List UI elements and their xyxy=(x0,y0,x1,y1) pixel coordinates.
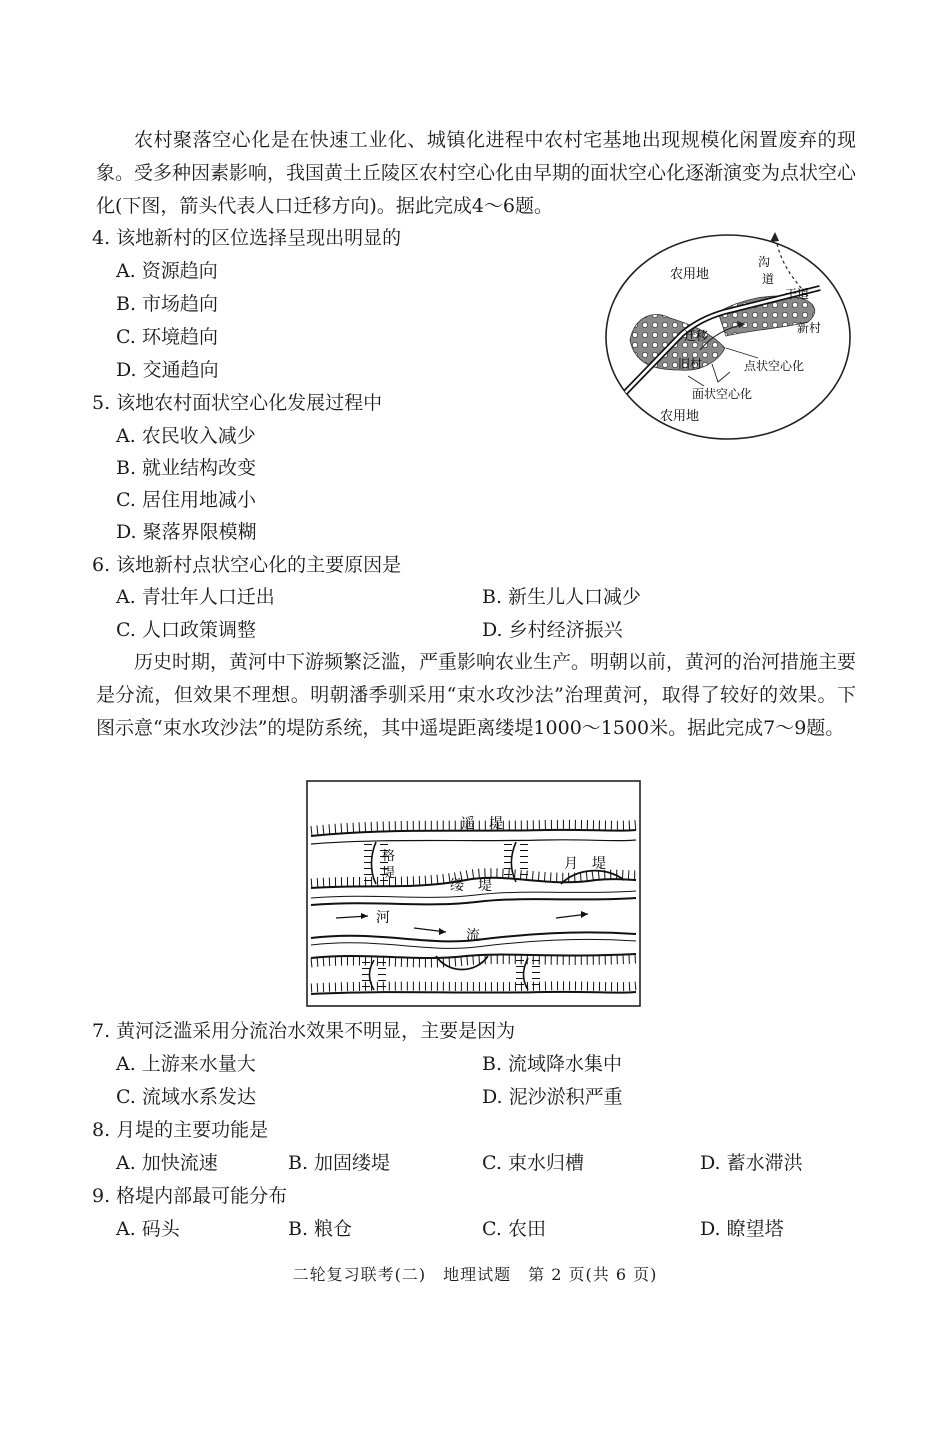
q7-option-a[interactable]: A. 上游来水量大 xyxy=(116,1053,256,1075)
village-hollowing-diagram xyxy=(600,230,860,445)
question-4-stem: 4. 该地新村的区位选择呈现出明显的 xyxy=(92,227,402,249)
q5-option-a[interactable]: A. 农民收入减少 xyxy=(116,425,256,447)
question-5-stem: 5. 该地农村面状空心化发展过程中 xyxy=(92,392,383,414)
q8-option-c[interactable]: C. 束水归槽 xyxy=(482,1152,584,1174)
q9-option-d[interactable]: D. 瞭望塔 xyxy=(700,1218,784,1240)
q8-option-d[interactable]: D. 蓄水滞洪 xyxy=(700,1152,803,1174)
label-farmland-top: 农用地 xyxy=(670,267,710,282)
q9-option-c[interactable]: C. 农田 xyxy=(482,1218,546,1240)
q6-option-b[interactable]: B. 新生儿人口减少 xyxy=(482,586,642,608)
q7-option-c[interactable]: C. 流域水系发达 xyxy=(116,1086,256,1108)
q4-option-b[interactable]: B. 市场趋向 xyxy=(116,293,219,315)
q6-option-a[interactable]: A. 青壮年人口迁出 xyxy=(116,586,275,608)
label-river-1: 河 xyxy=(376,910,390,926)
q4-option-a[interactable]: A. 资源趋向 xyxy=(116,260,218,282)
label-river-2: 流 xyxy=(466,928,480,944)
label-yao-levee: 遥 堤 xyxy=(461,816,503,832)
label-farmland-bottom: 农用地 xyxy=(660,409,700,424)
q7-option-d[interactable]: D. 泥沙淤积严重 xyxy=(482,1086,623,1108)
q4-option-d[interactable]: D. 交通趋向 xyxy=(116,359,219,381)
levee-system-diagram xyxy=(306,780,641,1008)
q6-option-d[interactable]: D. 乡村经济振兴 xyxy=(482,619,623,641)
label-point-hollow: 点状空心化 xyxy=(744,359,805,373)
label-migrate: 迁移 xyxy=(684,329,709,343)
question-7-stem: 7. 黄河泛滥采用分流治水效果不明显，主要是因为 xyxy=(92,1020,516,1042)
label-ge-levee-1: 格 xyxy=(382,849,396,864)
q4-option-c[interactable]: C. 环境趋向 xyxy=(116,326,218,348)
passage-intro-1: 农村聚落空心化是在快速工业化、城镇化进程中农村宅基地出现规模化闲置废弃的现象。受多种因素影响，我国黄土丘陵区农村空心化由早期的面状空心化逐渐演变为点状空心化(下图，箭头代表人口迁移方向)。据此完成4～6题。 xyxy=(96,129,857,217)
label-old-village: 旧村 xyxy=(678,357,703,371)
label-trunk-road: 干道 xyxy=(785,287,810,301)
q8-option-a[interactable]: A. 加快流速 xyxy=(116,1152,218,1174)
label-lv-levee: 缕 堤 xyxy=(450,878,492,894)
label-gully-1: 沟 xyxy=(758,255,771,269)
page-footer: 二轮复习联考(二) 地理试题 第 2 页(共 6 页) xyxy=(292,1265,658,1284)
question-9-stem: 9. 格堤内部最可能分布 xyxy=(92,1185,288,1207)
q9-option-b[interactable]: B. 粮仓 xyxy=(288,1218,353,1240)
q9-option-a[interactable]: A. 码头 xyxy=(116,1218,180,1240)
q5-option-b[interactable]: B. 就业结构改变 xyxy=(116,457,257,479)
q6-option-c[interactable]: C. 人口政策调整 xyxy=(116,619,256,641)
question-8-stem: 8. 月堤的主要功能是 xyxy=(92,1119,269,1141)
passage-intro-2: 历史时期，黄河中下游频繁泛滥，严重影响农业生产。明朝以前，黄河的治河措施主要是分流，但效果不理想。明朝潘季驯采用“束水攻沙法”治理黄河，取得了较好的效果。下图示意“束水攻沙法”的堤防系统，其中遥堤距离缕堤1000～1500米。据此完成7～9题。 xyxy=(96,651,857,739)
question-6-stem: 6. 该地新村点状空心化的主要原因是 xyxy=(92,554,402,576)
label-gully-2: 道 xyxy=(762,272,775,286)
q5-option-d[interactable]: D. 聚落界限模糊 xyxy=(116,521,257,543)
label-area-hollow: 面状空心化 xyxy=(692,387,753,401)
q8-option-b[interactable]: B. 加固缕堤 xyxy=(288,1152,391,1174)
label-ge-levee-2: 堤 xyxy=(382,866,396,881)
q5-option-c[interactable]: C. 居住用地减小 xyxy=(116,489,256,511)
label-yue-levee: 月 堤 xyxy=(564,856,606,872)
q7-option-b[interactable]: B. 流域降水集中 xyxy=(482,1053,623,1075)
label-new-village: 新村 xyxy=(797,321,822,335)
